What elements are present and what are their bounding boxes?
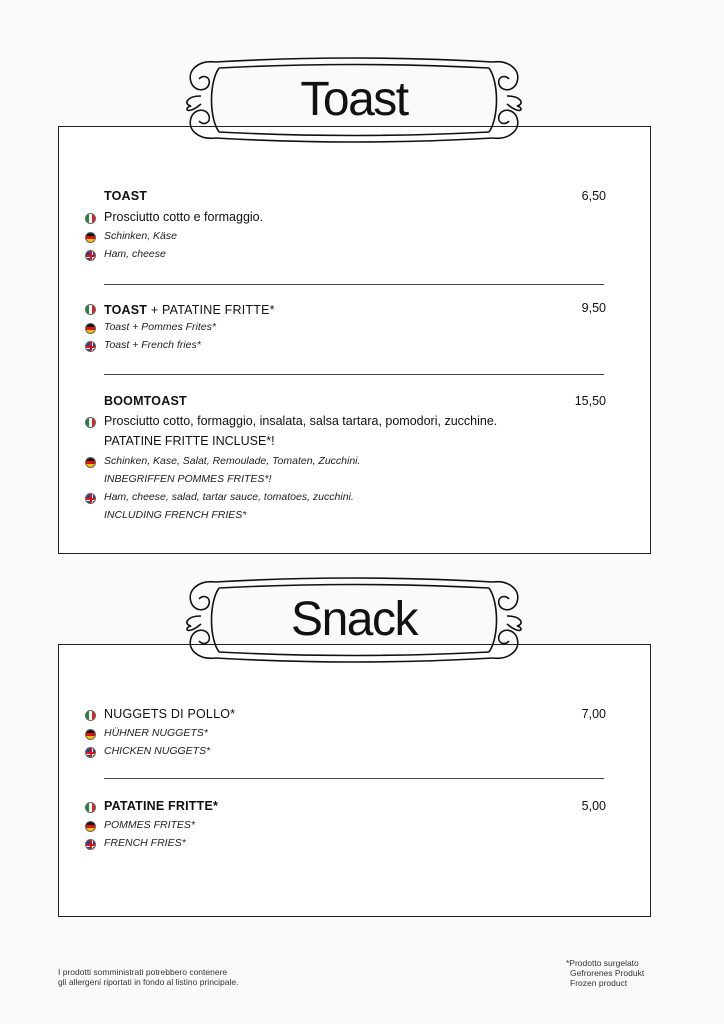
- toast-title-banner: [179, 52, 529, 148]
- description-german: HÜHNER NUGGETS*: [104, 727, 208, 739]
- section-title: Toast: [300, 73, 408, 126]
- divider: [104, 374, 604, 375]
- uk-flag-icon: [85, 493, 96, 504]
- item-price: 9,50: [581, 301, 606, 315]
- description-english: Ham, cheese, salad, tartar sauce, tomatoes, zucchini.: [104, 491, 354, 503]
- uk-flag-icon: [85, 747, 96, 758]
- frozen-product-note: [566, 958, 644, 988]
- item-price: 6,50: [581, 189, 606, 203]
- germany-flag-icon: [85, 457, 96, 468]
- description-german: Toast + Pommes Frites*: [104, 321, 216, 333]
- description-italian: Prosciutto cotto e formaggio.: [104, 210, 264, 224]
- snack-section: [58, 644, 651, 917]
- frozen-note-italian: *Prodotto surgelato: [566, 958, 639, 968]
- allergen-note-line: I prodotti somministrati potrebbero contenere: [58, 967, 228, 977]
- description-english: Ham, cheese: [104, 248, 166, 260]
- uk-flag-icon: [85, 250, 96, 261]
- germany-flag-icon: [85, 729, 96, 740]
- italy-flag-icon: [85, 417, 96, 428]
- description-english-note: INCLUDING FRENCH FRIES*: [104, 509, 247, 521]
- divider: [104, 284, 604, 285]
- description-english: FRENCH FRIES*: [104, 837, 186, 849]
- item-name-suffix: + PATATINE FRITTE*: [147, 303, 275, 317]
- description-english: Toast + French fries*: [104, 339, 201, 351]
- description-german: Schinken, Kase, Salat, Remoulade, Tomaten, Zucchini.: [104, 455, 361, 467]
- item-name: BOOMTOAST: [104, 394, 187, 408]
- divider: [104, 778, 604, 779]
- germany-flag-icon: [85, 232, 96, 243]
- germany-flag-icon: [85, 323, 96, 334]
- item-price: 5,00: [581, 799, 606, 813]
- description-italian-note: PATATINE FRITTE INCLUSE*!: [104, 434, 275, 448]
- description-german: POMMES FRITES*: [104, 819, 196, 831]
- italy-flag-icon: [85, 802, 96, 813]
- description-german-note: INBEGRIFFEN POMMES FRITES*!: [104, 473, 272, 485]
- item-price: 7,00: [581, 707, 606, 721]
- frozen-note-english: Frozen product: [570, 978, 628, 988]
- frozen-note-german: Gefrorenes Produkt: [570, 968, 645, 978]
- description-english: CHICKEN NUGGETS*: [104, 745, 211, 757]
- snack-title-banner: [179, 572, 529, 668]
- item-name: TOAST: [104, 189, 148, 203]
- item-name: TOAST: [104, 303, 148, 317]
- italy-flag-icon: [85, 213, 96, 224]
- uk-flag-icon: [85, 839, 96, 850]
- uk-flag-icon: [85, 341, 96, 352]
- description-german: Schinken, Käse: [104, 230, 177, 242]
- item-price: 15,50: [574, 394, 606, 408]
- germany-flag-icon: [85, 821, 96, 832]
- description-italian: Prosciutto cotto, formaggio, insalata, salsa tartara, pomodori, zucchine.: [104, 414, 498, 428]
- section-title: Snack: [291, 593, 417, 646]
- allergen-note-line: gli allergeni riportati in fondo al listino principale.: [58, 977, 239, 987]
- item-name: PATATINE FRITTE*: [104, 799, 219, 813]
- item-name: NUGGETS DI POLLO*: [104, 707, 236, 721]
- allergen-note: [58, 967, 239, 987]
- toast-section: [58, 126, 651, 554]
- italy-flag-icon: [85, 304, 96, 315]
- italy-flag-icon: [85, 710, 96, 721]
